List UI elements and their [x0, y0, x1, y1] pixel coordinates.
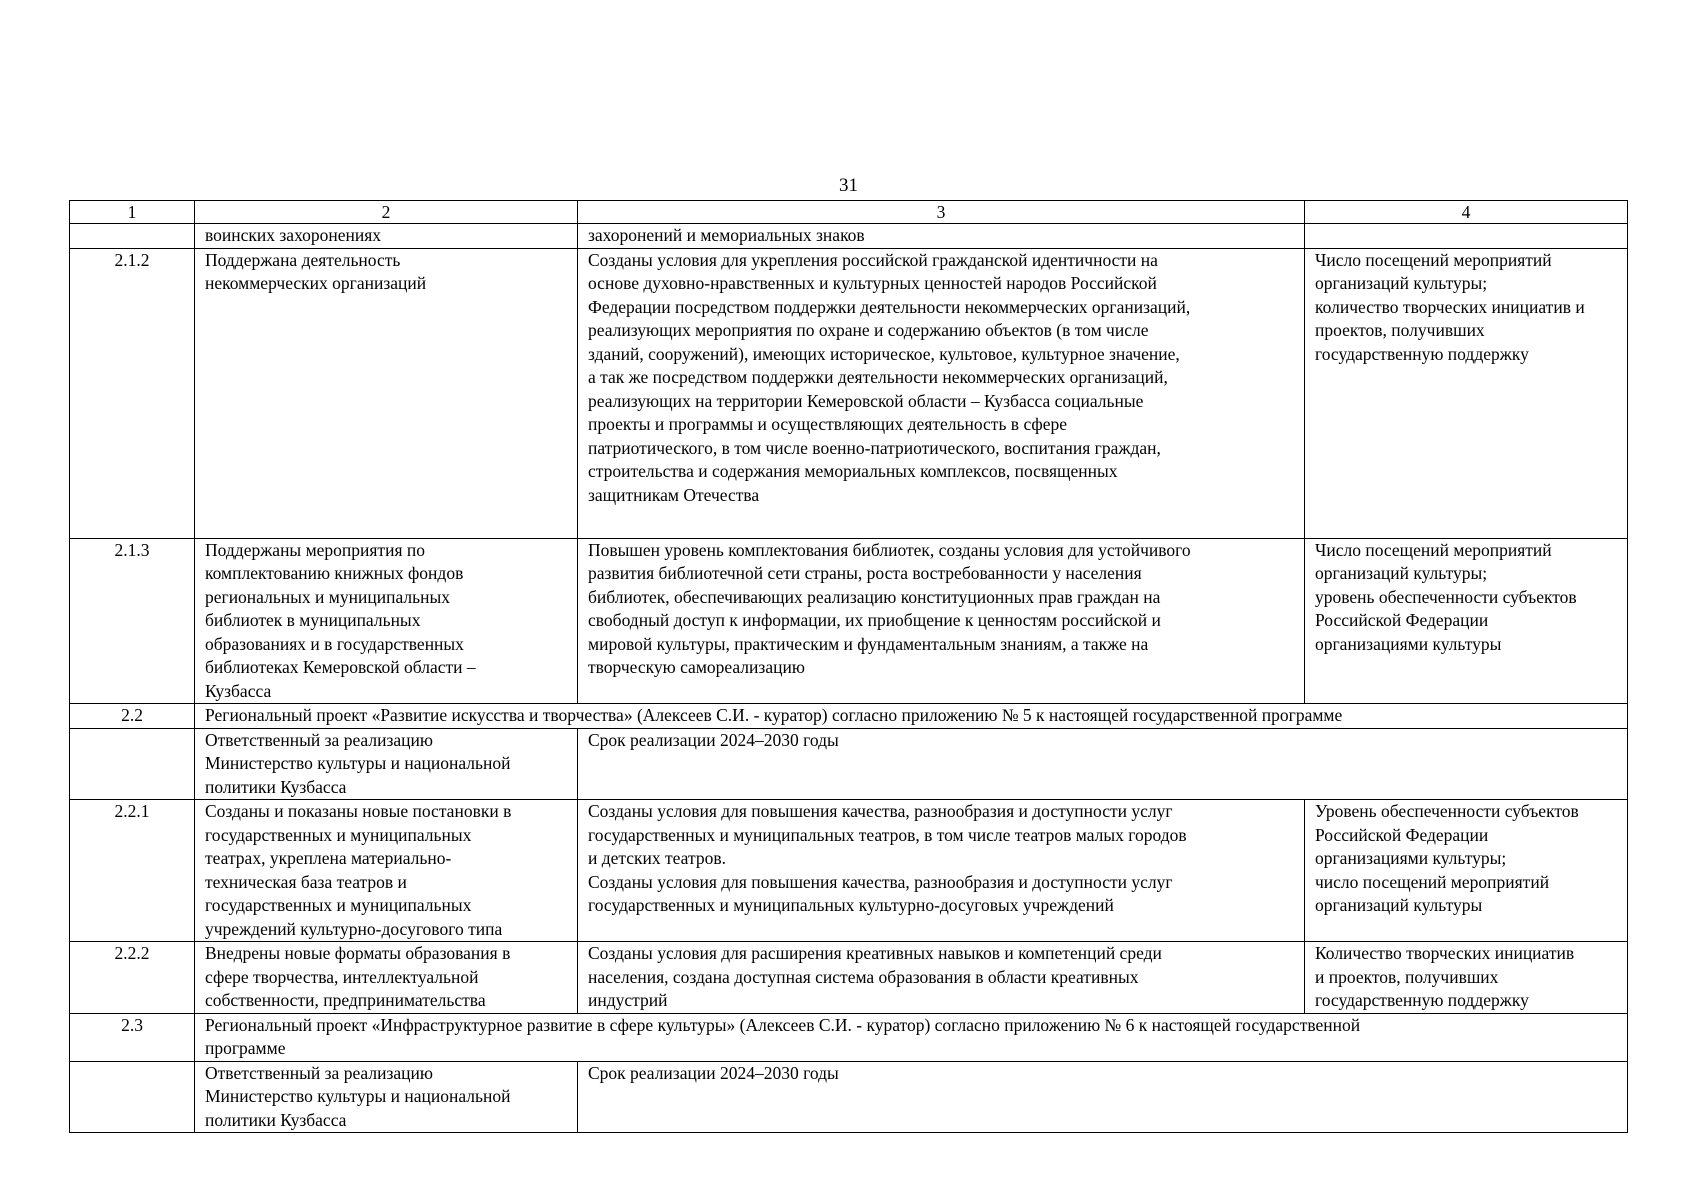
page-number: 31: [839, 175, 858, 196]
table-row: [70, 248, 1628, 538]
column-number: 4: [1305, 201, 1628, 224]
indicators-cell: Уровень обеспеченности субъектов Российской Федерации организациями культуры; число посещений мероприятий организаций культуры: [1305, 800, 1628, 942]
row-number: 2.3: [70, 1013, 195, 1061]
description-cell: захоронений и мемориальных знаков: [578, 224, 1305, 249]
responsible-row: [70, 1061, 1628, 1133]
column-number-row: [70, 201, 1628, 224]
row-number: 2.1.3: [70, 538, 195, 704]
result-cell: Поддержана деятельность некоммерческих организаций: [195, 248, 578, 538]
row-number: [70, 224, 195, 249]
row-number: [70, 1061, 195, 1133]
table-row: [70, 800, 1628, 942]
row-number: [70, 728, 195, 800]
result-cell: Внедрены новые форматы образования в сфере творчества, интеллектуальной собственности, предпринимательства: [195, 942, 578, 1014]
result-cell: воинских захоронениях: [195, 224, 578, 249]
program-table: [69, 200, 1628, 1133]
responsible-row: [70, 728, 1628, 800]
row-number: 2.2.1: [70, 800, 195, 942]
term-cell: Срок реализации 2024–2030 годы: [578, 728, 1628, 800]
description-cell: Повышен уровень комплектования библиотек, созданы условия для устойчивого развития библиотечной сети страны, роста востребованности у населения библиотек, обеспечивающих реализацию конституционных прав граждан на свободный доступ к информации, их приобщение к ценностям российской и мировой культуры, практическим и фундаментальным знаниям, а также на творческую самореализацию: [578, 538, 1305, 704]
table-row: [70, 942, 1628, 1014]
description-cell: Созданы условия для укрепления российской гражданской идентичности на основе духовно-нравственных и культурных ценностей народов Российской Федерации посредством поддержки деятельности некоммерческих организаций, реализующих мероприятия по охране и содержанию объектов (в том числе зданий, сооружений), имеющих историческое, культовое, культурное значение, а так же посредством поддержки деятельности некоммерческих организаций, реализующих на территории Кемеровской области – Кузбасса социальные проекты и программы и осуществляющих деятельность в сфере патриотического, в том числе военно-патриотического, воспитания граждан, строительства и содержания мемориальных комплексов, посвященных защитникам Отечества: [578, 248, 1305, 538]
indicators-cell: Количество творческих инициатив и проектов, получивших государственную поддержку: [1305, 942, 1628, 1014]
table-row: [70, 224, 1628, 249]
term-cell: Срок реализации 2024–2030 годы: [578, 1061, 1628, 1133]
result-cell: Поддержаны мероприятия по комплектованию книжных фондов региональных и муниципальных библиотек в муниципальных образованиях и в государственных библиотеках Кемеровской области – Кузбасса: [195, 538, 578, 704]
description-cell: Созданы условия для расширения креативных навыков и компетенций среди населения, создана доступная система образования в области креативных индустрий: [578, 942, 1305, 1014]
result-cell: Созданы и показаны новые постановки в государственных и муниципальных театрах, укреплена материально- техническая база театров и государственных и муниципальных учреждений культурно-досугового типа: [195, 800, 578, 942]
project-title: Региональный проект «Инфраструктурное развитие в сфере культуры» (Алексеев С.И. - куратор) согласно приложению № 6 к настоящей государственной программе: [195, 1013, 1628, 1061]
project-row: [70, 1013, 1628, 1061]
indicators-cell: Число посещений мероприятий организаций культуры; количество творческих инициатив и проектов, получивших государственную поддержку: [1305, 248, 1628, 538]
row-number: 2.1.2: [70, 248, 195, 538]
row-number: 2.2: [70, 704, 195, 729]
responsible-cell: Ответственный за реализацию Министерство культуры и национальной политики Кузбасса: [195, 728, 578, 800]
row-number: 2.2.2: [70, 942, 195, 1014]
description-cell: Созданы условия для повышения качества, разнообразия и доступности услуг государственных и муниципальных театров, в том числе театров малых городов и детских театров. Созданы условия для повышения качества, разнообразия и доступности услуг государственных и муниципальных культурно-досуговых учреждений: [578, 800, 1305, 942]
indicators-cell: Число посещений мероприятий организаций культуры; уровень обеспеченности субъектов Российской Федерации организациями культуры: [1305, 538, 1628, 704]
column-number: 2: [195, 201, 578, 224]
column-number: 1: [70, 201, 195, 224]
indicators-cell: [1305, 224, 1628, 249]
project-title: Региональный проект «Развитие искусства и творчества» (Алексеев С.И. - куратор) согласно приложению № 5 к настоящей государственной программе: [195, 704, 1628, 729]
responsible-cell: Ответственный за реализацию Министерство культуры и национальной политики Кузбасса: [195, 1061, 578, 1133]
project-row: [70, 704, 1628, 729]
table-row: [70, 538, 1628, 704]
column-number: 3: [578, 201, 1305, 224]
